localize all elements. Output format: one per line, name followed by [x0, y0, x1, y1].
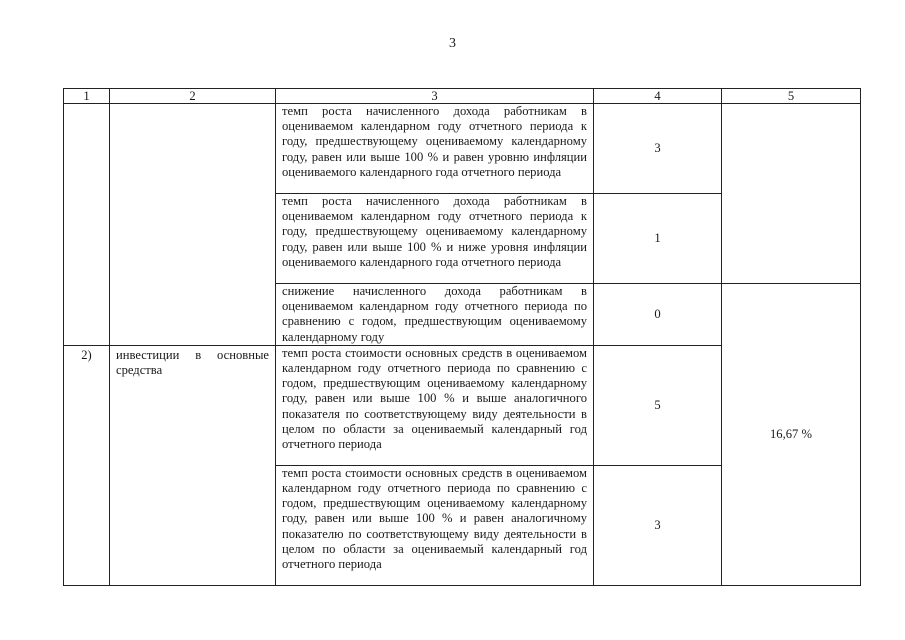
condition-cell [276, 465, 594, 585]
weight-cell-empty [722, 104, 861, 284]
score-cell: 3 [594, 104, 722, 194]
row-number-cell: 2) [64, 345, 110, 585]
criterion-text: инвестиции в основные средства [116, 347, 269, 378]
column-number-5: 5 [722, 89, 861, 104]
column-number-3: 3 [276, 89, 594, 104]
weight-cell: 16,67 % [722, 284, 861, 586]
criterion-cell [110, 104, 276, 346]
page-number: 3 [449, 36, 456, 51]
condition-text: темп роста начисленного дохода работникам в оцениваемом календарном году отчетного периода к году, предшествующему оцениваемому календарному году, равен или выше 100 % и равен уровню инфляции оцениваемого календарного года отчетного периода [282, 104, 587, 179]
score-cell: 0 [594, 284, 722, 346]
condition-text: темп роста стоимости основных средств в оцениваемом календарном году отчетного периода по сравнению с годом, предшествующим оцениваемому календарному году, равен или выше 100 % и равен аналогичному показателю по соответствующему виду деятельности в целом по области за оцениваемый календарный год отчетного периода [282, 465, 587, 572]
condition-text: снижение начисленного дохода работникам в оцениваемом календарном году отчетного периода по сравнению с годом, предшествующим оцениваемому календарному году [282, 284, 587, 344]
condition-cell [276, 104, 594, 194]
score-cell: 5 [594, 345, 722, 465]
condition-cell [276, 345, 594, 465]
column-number-2: 2 [110, 89, 276, 104]
row-number-cell [64, 104, 110, 346]
table-header-row [64, 89, 861, 104]
criterion-cell [110, 345, 276, 585]
column-number-4: 4 [594, 89, 722, 104]
criteria-table [63, 88, 861, 586]
condition-cell [276, 284, 594, 346]
condition-text: темп роста стоимости основных средств в оцениваемом календарном году отчетного периода по сравнению с годом, предшествующим оцениваемому календарному году, равен или выше 100 % и выше аналогичного показателя по соответствующему виду деятельности в целом по области за оцениваемый календарный год отчетного периода [282, 345, 587, 452]
column-number-1: 1 [64, 89, 110, 104]
table-row [64, 104, 861, 194]
score-cell: 1 [594, 194, 722, 284]
condition-text: темп роста начисленного дохода работникам в оцениваемом календарном году отчетного периода к году, предшествующему оцениваемому календарному году, равен или выше 100 % и ниже уровня инфляции оцениваемого календарного года отчетного периода [282, 194, 587, 269]
condition-cell [276, 194, 594, 284]
score-cell: 3 [594, 465, 722, 585]
